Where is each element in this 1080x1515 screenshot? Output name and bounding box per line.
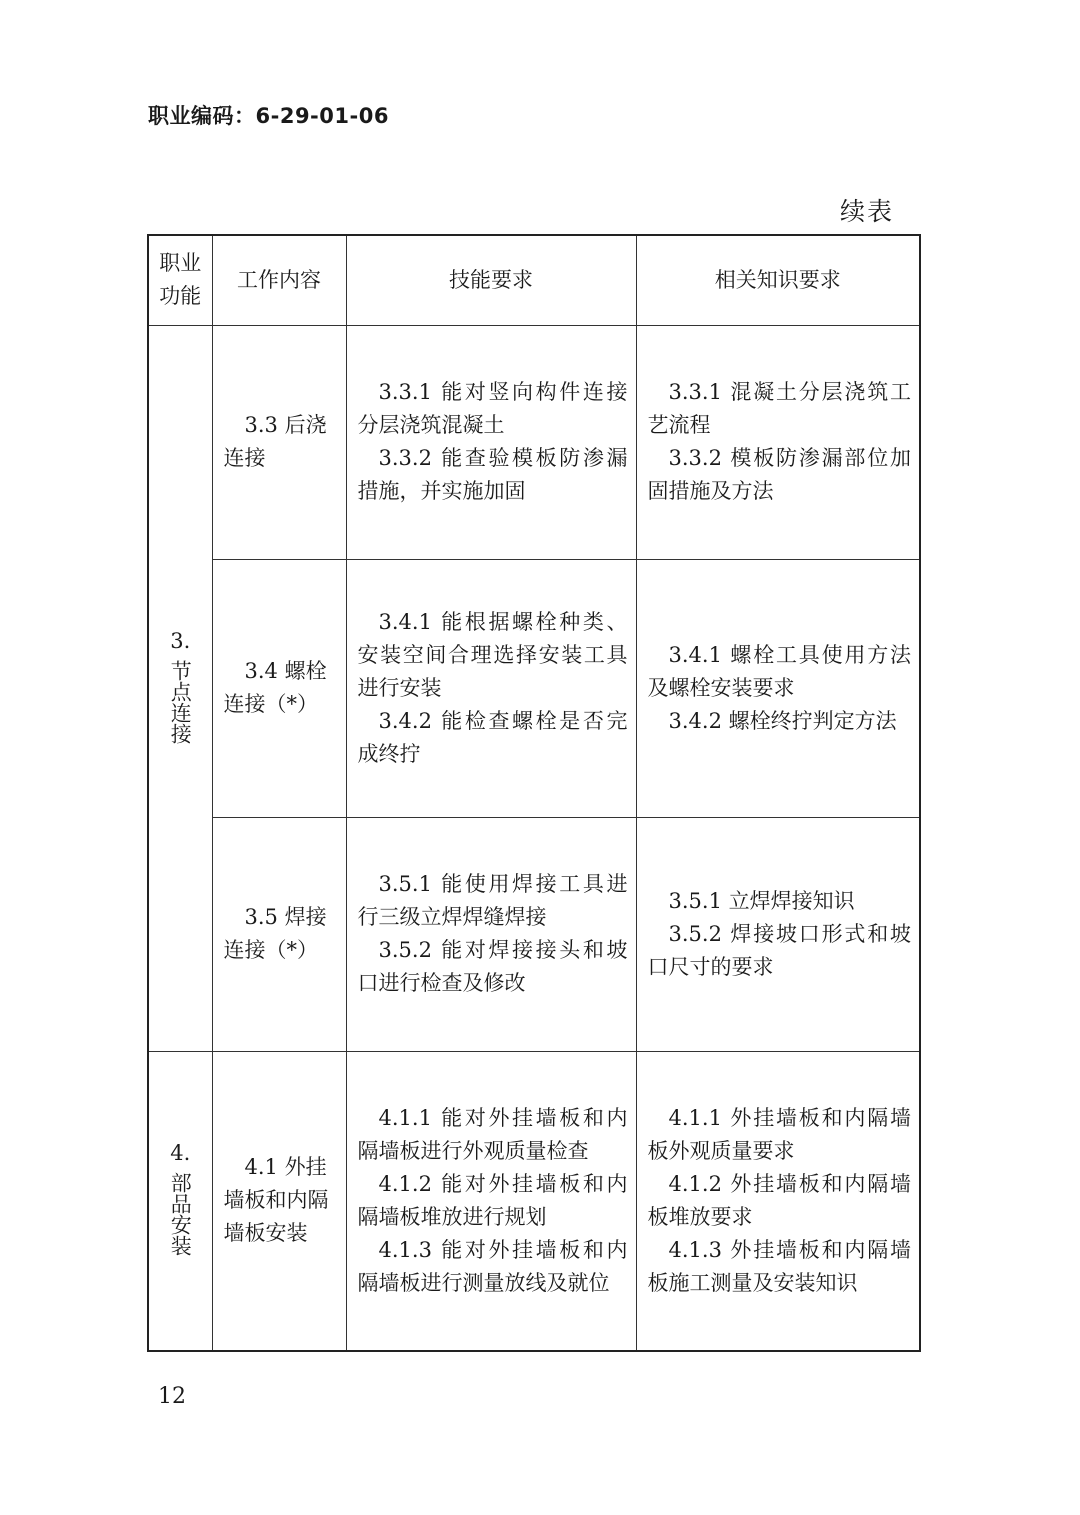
- table-header-row: [148, 235, 920, 325]
- table-row: [148, 1051, 920, 1351]
- header-knowledge: 相关知识要求: [636, 235, 920, 325]
- skill-item: 3.3.1 能对竖向构件连接分层浇筑混凝土: [357, 380, 628, 437]
- header-function: [148, 235, 212, 325]
- table-row: [148, 817, 920, 1051]
- work-content: 3.5 焊接连接（*）: [223, 905, 327, 962]
- skill-item: 4.1.2 能对外挂墙板和内隔墙板堆放进行规划: [357, 1171, 628, 1229]
- knowledge-item: 4.1.1 外挂墙板和内隔墙板外观质量要求: [647, 1105, 911, 1163]
- skill-item: 3.4.1 能根据螺栓种类、安装空间合理选择安装工具进行安装: [357, 609, 628, 700]
- function-cell: [148, 325, 212, 1051]
- skills-cell: [346, 559, 636, 817]
- skill-item: 3.5.2 能对焊接接头和坡口进行检查及修改: [357, 938, 628, 995]
- page-number: 12: [158, 1384, 186, 1409]
- occupation-skills-table: [147, 234, 921, 1352]
- knowledge-cell: [636, 559, 920, 817]
- skill-item: 3.3.2 能查验模板防渗漏措施，并实施加固: [357, 446, 628, 503]
- knowledge-cell: [636, 325, 920, 559]
- knowledge-cell: [636, 817, 920, 1051]
- table-row: [148, 559, 920, 817]
- work-content-cell: [212, 817, 346, 1051]
- knowledge-cell: [636, 1051, 920, 1351]
- skills-cell: [346, 325, 636, 559]
- header-skills: 技能要求: [346, 235, 636, 325]
- knowledge-item: 3.5.2 焊接坡口形式和坡口尺寸的要求: [647, 921, 911, 979]
- function-name: 部品安装: [168, 1172, 193, 1257]
- work-content-cell: [212, 325, 346, 559]
- function-number: 4.: [170, 1141, 191, 1166]
- knowledge-item: 3.3.2 模板防渗漏部位加固措施及方法: [647, 446, 911, 503]
- work-content: 4.1 外挂墙板和内隔墙板安装: [223, 1155, 329, 1246]
- skills-cell: [346, 817, 636, 1051]
- header-work: 工作内容: [212, 235, 346, 325]
- skill-item: 4.1.1 能对外挂墙板和内隔墙板进行外观质量检查: [357, 1105, 628, 1163]
- work-content: 3.4 螺栓连接（*）: [223, 659, 327, 716]
- header-function-line1: 职业: [159, 251, 202, 276]
- knowledge-item: 4.1.2 外挂墙板和内隔墙板堆放要求: [647, 1171, 911, 1229]
- table-row: [148, 325, 920, 559]
- function-name: 节点连接: [168, 659, 193, 744]
- knowledge-item: 4.1.3 外挂墙板和内隔墙板施工测量及安装知识: [647, 1237, 911, 1295]
- header-function-line2: 功能: [159, 284, 202, 309]
- work-content: 3.3 后浇连接: [223, 413, 327, 470]
- skill-item: 3.4.2 能检查螺栓是否完成终拧: [357, 708, 628, 766]
- continued-table-label: 续表: [840, 197, 895, 226]
- skills-cell: [346, 1051, 636, 1351]
- occupation-code: 职业编码：6-29-01-06: [148, 104, 389, 128]
- knowledge-item: 3.4.1 螺栓工具使用方法及螺栓安装要求: [647, 642, 911, 700]
- knowledge-item: 3.4.2 螺栓终拧判定方法: [668, 708, 897, 733]
- work-content-cell: [212, 559, 346, 817]
- function-cell: [148, 1051, 212, 1351]
- knowledge-item: 3.3.1 混凝土分层浇筑工艺流程: [647, 380, 911, 437]
- function-number: 3.: [170, 628, 191, 653]
- work-content-cell: [212, 1051, 346, 1351]
- skill-item: 3.5.1 能使用焊接工具进行三级立焊焊缝焊接: [357, 872, 628, 929]
- knowledge-item: 3.5.1 立焊焊接知识: [668, 888, 855, 913]
- skill-item: 4.1.3 能对外挂墙板和内隔墙板进行测量放线及就位: [357, 1237, 628, 1295]
